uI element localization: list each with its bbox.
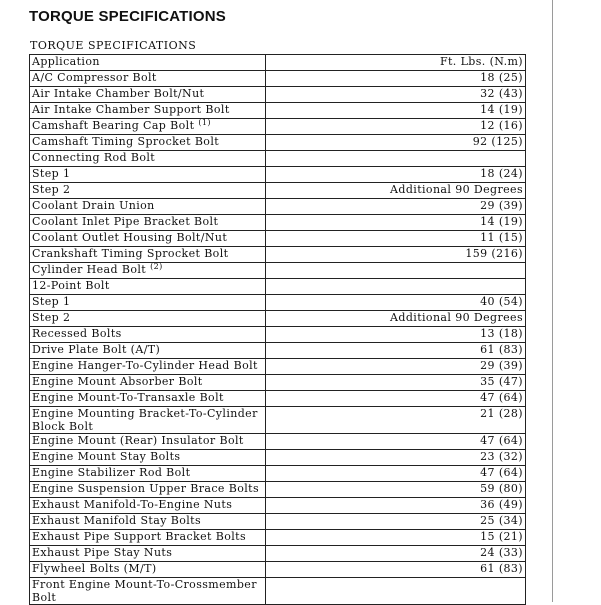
torque-value-cell: Additional 90 Degrees (266, 311, 526, 327)
footnote-ref: (1) (198, 118, 211, 127)
application-cell: Air Intake Chamber Support Bolt (30, 103, 266, 119)
application-cell: Flywheel Bolts (M/T) (30, 562, 266, 578)
table-row (30, 407, 526, 434)
torque-value-cell: 14 (19) (266, 103, 526, 119)
application-cell: Engine Mount-To-Transaxle Bolt (30, 391, 266, 407)
table-row (30, 343, 526, 359)
torque-value-cell: 12 (16) (266, 119, 526, 135)
table-row (30, 87, 526, 103)
torque-value-cell (266, 151, 526, 167)
application-cell: Front Engine Mount-To-Crossmember Bolt (30, 578, 266, 605)
table-row (30, 327, 526, 343)
application-cell: Engine Mount Absorber Bolt (30, 375, 266, 391)
table-row (30, 183, 526, 199)
torque-value-cell: 35 (47) (266, 375, 526, 391)
application-cell: Camshaft Timing Sprocket Bolt (30, 135, 266, 151)
application-label: Cylinder Head Bolt (32, 263, 147, 276)
table-row (30, 231, 526, 247)
table-row (30, 578, 526, 605)
table-row (30, 247, 526, 263)
table-row (30, 466, 526, 482)
torque-value-cell: 40 (54) (266, 295, 526, 311)
torque-value-cell (266, 279, 526, 295)
torque-value-cell: 11 (15) (266, 231, 526, 247)
application-cell: Crankshaft Timing Sprocket Bolt (30, 247, 266, 263)
table-row (30, 530, 526, 546)
table-row (30, 498, 526, 514)
torque-value-cell (266, 263, 526, 279)
torque-value-cell: Additional 90 Degrees (266, 183, 526, 199)
application-cell: Step 2 (30, 183, 266, 199)
application-cell: Exhaust Pipe Stay Nuts (30, 546, 266, 562)
torque-value-cell: 13 (18) (266, 327, 526, 343)
torque-value-cell: 18 (24) (266, 167, 526, 183)
application-cell: Coolant Drain Union (30, 199, 266, 215)
application-cell: Air Intake Chamber Bolt/Nut (30, 87, 266, 103)
torque-value-cell: 61 (83) (266, 562, 526, 578)
table-row (30, 215, 526, 231)
table-row (30, 546, 526, 562)
torque-value-cell: 92 (125) (266, 135, 526, 151)
application-cell: Drive Plate Bolt (A/T) (30, 343, 266, 359)
torque-value-cell: 36 (49) (266, 498, 526, 514)
application-cell: Exhaust Pipe Support Bracket Bolts (30, 530, 266, 546)
application-label: Camshaft Bearing Cap Bolt (32, 119, 195, 132)
torque-value-cell: 29 (39) (266, 359, 526, 375)
header-torque: Ft. Lbs. (N.m) (266, 55, 526, 71)
application-cell: Coolant Outlet Housing Bolt/Nut (30, 231, 266, 247)
torque-value-cell: 159 (216) (266, 247, 526, 263)
table-row (30, 199, 526, 215)
table-row (30, 434, 526, 450)
application-cell: Engine Mount Stay Bolts (30, 450, 266, 466)
table-caption: TORQUE SPECIFICATIONS (30, 39, 197, 52)
table-header-row (30, 55, 526, 71)
application-cell: Exhaust Manifold Stay Bolts (30, 514, 266, 530)
page-edge-divider (552, 0, 553, 602)
table-row (30, 514, 526, 530)
torque-value-cell (266, 578, 526, 605)
table-row (30, 450, 526, 466)
table-row (30, 311, 526, 327)
application-cell: Engine Mount (Rear) Insulator Bolt (30, 434, 266, 450)
application-cell: Coolant Inlet Pipe Bracket Bolt (30, 215, 266, 231)
torque-value-cell: 21 (28) (266, 407, 526, 434)
application-cell: Engine Suspension Upper Brace Bolts (30, 482, 266, 498)
torque-value-cell: 14 (19) (266, 215, 526, 231)
application-cell (30, 263, 266, 279)
application-cell: A/C Compressor Bolt (30, 71, 266, 87)
torque-value-cell: 61 (83) (266, 343, 526, 359)
table-row (30, 263, 526, 279)
application-cell: Recessed Bolts (30, 327, 266, 343)
application-cell: Connecting Rod Bolt (30, 151, 266, 167)
page-heading: TORQUE SPECIFICATIONS (29, 8, 226, 25)
table-row (30, 167, 526, 183)
table-row (30, 135, 526, 151)
application-cell: Step 2 (30, 311, 266, 327)
application-cell: Step 1 (30, 295, 266, 311)
torque-value-cell: 59 (80) (266, 482, 526, 498)
table-row (30, 103, 526, 119)
table-row (30, 375, 526, 391)
torque-value-cell: 47 (64) (266, 466, 526, 482)
torque-value-cell: 47 (64) (266, 434, 526, 450)
application-cell: Step 1 (30, 167, 266, 183)
torque-value-cell: 18 (25) (266, 71, 526, 87)
application-cell: 12-Point Bolt (30, 279, 266, 295)
torque-value-cell: 29 (39) (266, 199, 526, 215)
torque-value-cell: 24 (33) (266, 546, 526, 562)
torque-value-cell: 23 (32) (266, 450, 526, 466)
torque-value-cell: 25 (34) (266, 514, 526, 530)
table-row (30, 562, 526, 578)
application-cell: Engine Hanger-To-Cylinder Head Bolt (30, 359, 266, 375)
torque-value-cell: 32 (43) (266, 87, 526, 103)
table-row (30, 119, 526, 135)
application-cell: Exhaust Manifold-To-Engine Nuts (30, 498, 266, 514)
application-cell: Engine Stabilizer Rod Bolt (30, 466, 266, 482)
torque-value-cell: 47 (64) (266, 391, 526, 407)
footnote-ref: (2) (150, 262, 163, 271)
table-row (30, 151, 526, 167)
torque-spec-table (29, 54, 526, 605)
table-row (30, 391, 526, 407)
table-row (30, 71, 526, 87)
table-row (30, 295, 526, 311)
torque-value-cell: 15 (21) (266, 530, 526, 546)
table-row (30, 482, 526, 498)
header-application: Application (30, 55, 266, 71)
table-row (30, 359, 526, 375)
table-row (30, 279, 526, 295)
application-cell: Engine Mounting Bracket-To-Cylinder Block Bolt (30, 407, 266, 434)
application-cell (30, 119, 266, 135)
